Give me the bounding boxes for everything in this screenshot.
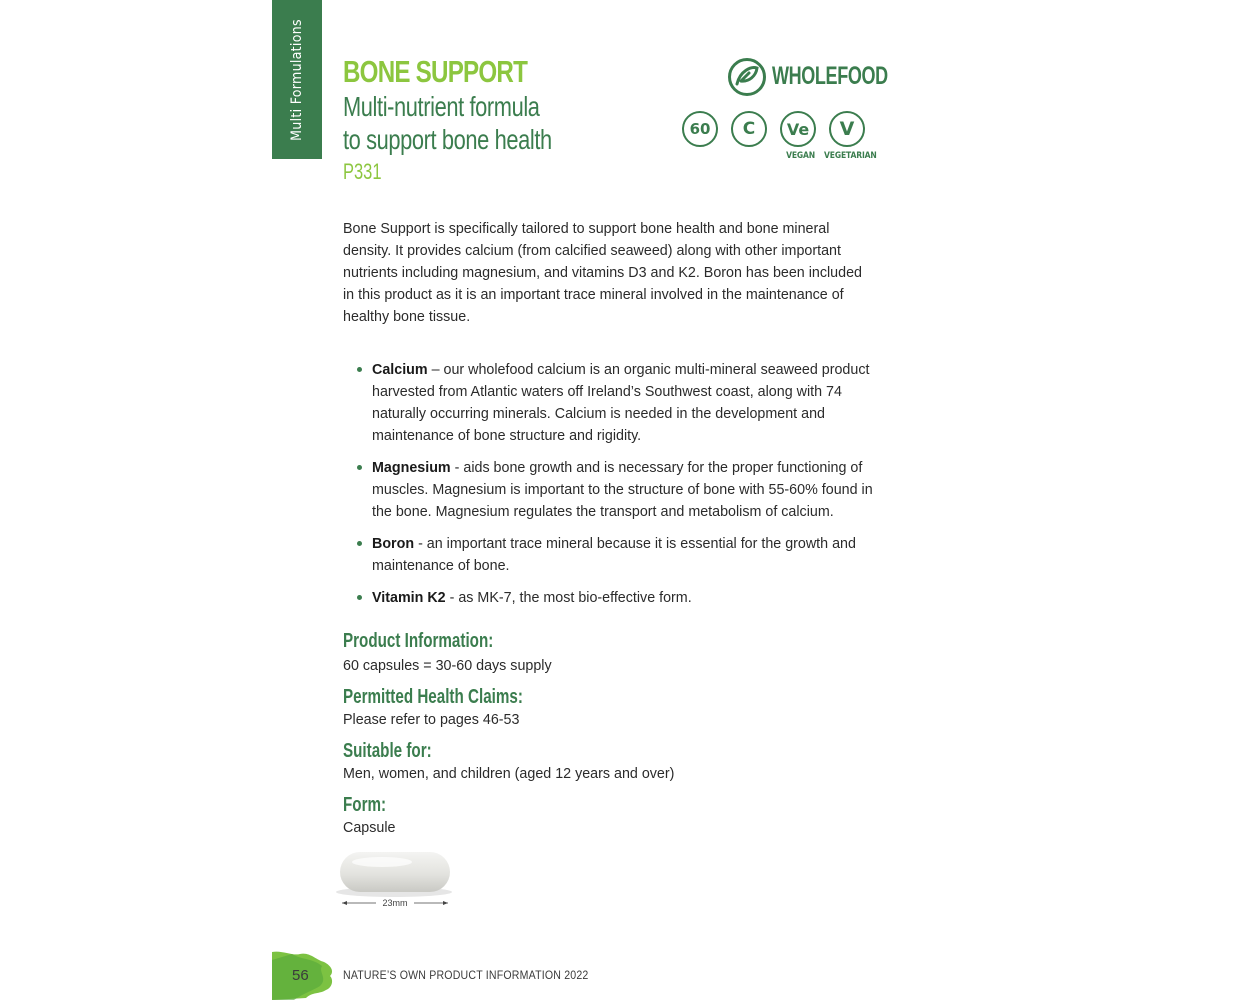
intro-paragraph: Bone Support is specifically tailored to support bone health and bone mineral density. It provides calcium (from calcified seaweed) along with other important nutrients including magnesium, and vitamins D3 and K2. Boron has been included in this product as it is an important trace mineral involved in the maintenance of healthy bone tissue. (343, 221, 862, 325)
form-text: Capsule (343, 820, 396, 836)
vegetarian-badge-icon (829, 111, 865, 147)
health-claims-text: Please refer to pages 46-53 (343, 712, 520, 728)
list-item (356, 457, 876, 523)
nutrient-term: Magnesium (372, 460, 451, 476)
capsule-count-badge-text: 60 (689, 120, 711, 138)
subtitle-line-2: to support bone health (343, 124, 552, 155)
list-item (356, 587, 876, 609)
vegetarian-badge-text: V (839, 118, 855, 140)
nutrient-term: Boron (372, 536, 415, 552)
nutrient-description: - an important trace mineral because it is essential for the growth and maintenance of bone. (372, 536, 856, 574)
nutrient-term: Calcium (372, 362, 428, 378)
capsule-image (332, 848, 457, 912)
list-item (356, 533, 876, 577)
nutrient-description: - aids bone growth and is necessary for the proper functioning of muscles. Magnesium is important to the structure of bone with 55-60% found in the bone. Magnesium regulates the transport and metabolism of calcium. (372, 460, 873, 520)
list-item (356, 359, 876, 447)
footer-publication: NATURE’S OWN PRODUCT INFORMATION 2022 (343, 970, 589, 982)
subtitle-line-1: Multi-nutrient formula (343, 91, 540, 122)
suitable-for-heading: Suitable for: (343, 740, 432, 762)
form-heading: Form: (343, 794, 387, 816)
bullet-icon (357, 541, 362, 546)
wholefood-label: WHOLEFOOD (772, 62, 888, 90)
product-code: P331 (343, 159, 382, 184)
c-badge-icon (731, 111, 767, 147)
product-info-heading: Product Information: (343, 630, 494, 652)
vegan-badge-icon (780, 111, 816, 147)
suitable-for-text: Men, women, and children (aged 12 years and over) (343, 766, 675, 782)
nutrient-description: – our wholefood calcium is an organic multi-mineral seaweed product harvested from Atlantic waters off Ireland’s Southwest coast, along with 74 naturally occurring minerals. Calcium is needed in the development and maintenance of bone structure and rigidity. (372, 362, 870, 444)
nutrient-list (356, 359, 876, 619)
side-section-tab (272, 0, 322, 159)
side-section-label: Multi Formulations (289, 18, 305, 141)
bullet-icon (357, 595, 362, 600)
wholefood-logo-icon (727, 57, 767, 97)
nutrient-term: Vitamin K2 (372, 590, 446, 606)
capsule-size-label: 23mm (382, 898, 408, 908)
product-info-text: 60 capsules = 30-60 days supply (343, 658, 552, 674)
bullet-icon (357, 367, 362, 372)
vegetarian-caption: VEGETARIAN (824, 151, 877, 161)
product-title: BONE SUPPORT (343, 54, 528, 89)
vegan-badge-text: Ve (786, 119, 810, 139)
bullet-icon (357, 465, 362, 470)
nutrient-description: - as MK-7, the most bio-effective form. (445, 590, 692, 606)
page-number: 56 (292, 967, 309, 984)
product-subtitle (343, 90, 552, 156)
vegan-caption: VEGAN (786, 151, 815, 161)
c-badge-text: C (742, 119, 756, 139)
capsule-count-badge-icon (682, 111, 718, 147)
health-claims-heading: Permitted Health Claims: (343, 686, 523, 708)
